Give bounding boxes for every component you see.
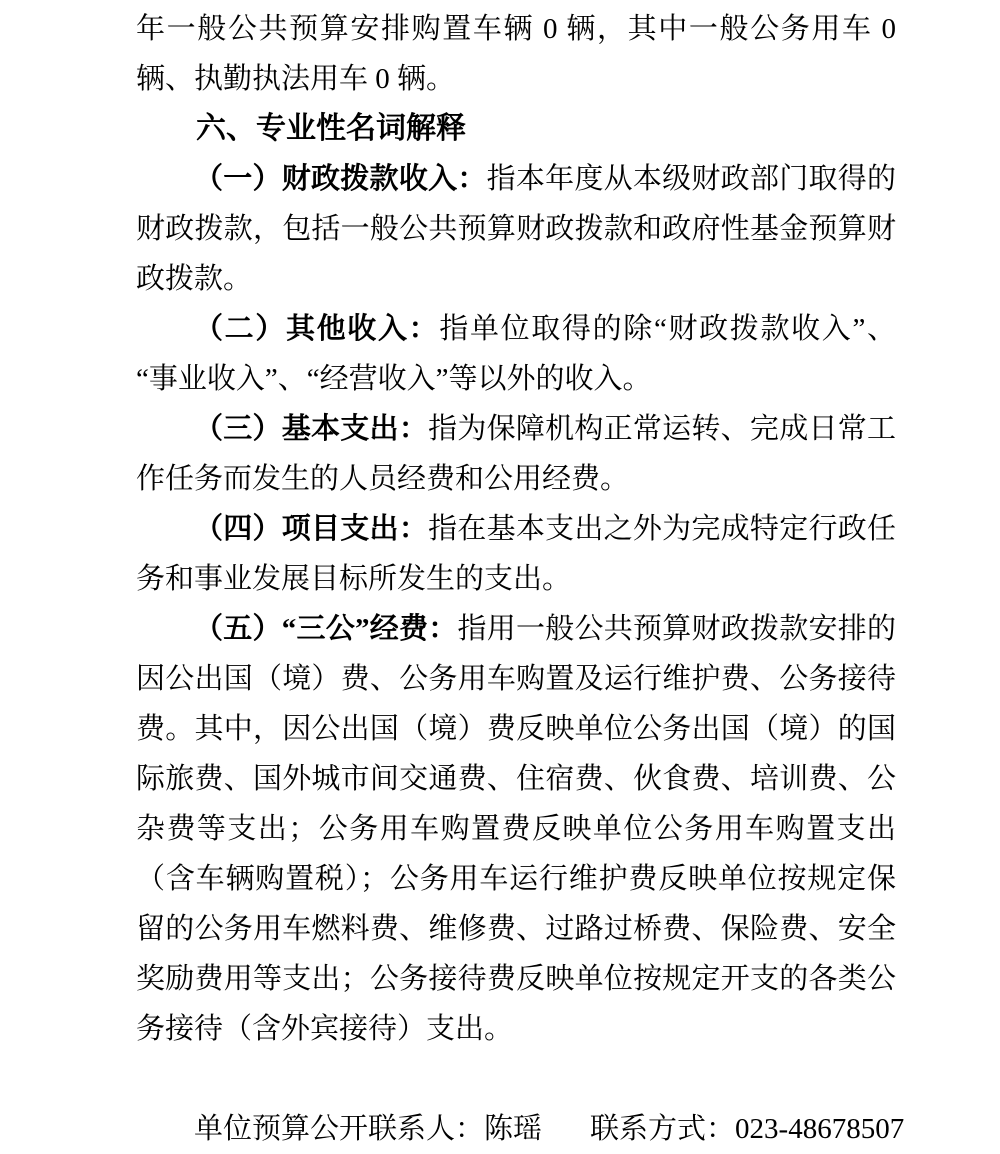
phone-number: 023-48678507 xyxy=(735,1113,905,1145)
term-paragraph-three-public-funds xyxy=(136,604,896,1054)
term-lead: （一）财政拨款收入： xyxy=(194,163,487,195)
term-body: 指在基本支出之外为完成特定行政任务和事业发展目标所发生的支出。 xyxy=(136,513,896,595)
term-paragraph-project-expenditure xyxy=(136,504,896,604)
term-paragraph-fiscal-appropriation-income xyxy=(136,154,896,304)
term-body: 指用一般公共预算财政拨款安排的因公出国（境）费、公务用车购置及运行维护费、公务接待费。其中，因公出国（境）费反映单位公务出国（境）的国际旅费、国外城市间交通费、住宿费、伙食费、培训费、公杂费等支出；公务用车购置费反映单位公务用车购置支出（含车辆购置税）；公务用车运行维护费反映单位按规定保留的公务用车燃料费、维修费、过路过桥费、保险费、安全奖励费用等支出；公务接待费反映单位按规定开支的各类公务接待（含外宾接待）支出。 xyxy=(136,613,896,1045)
term-body: 指单位取得的除“财政拨款收入”、“事业收入”、“经营收入”等以外的收入。 xyxy=(136,313,896,395)
term-body: 指为保障机构正常运转、完成日常工作任务而发生的人员经费和公用经费。 xyxy=(136,413,896,495)
term-lead: （二）其他收入： xyxy=(194,313,440,345)
term-paragraph-basic-expenditure xyxy=(136,404,896,504)
term-lead: （三）基本支出： xyxy=(194,413,429,445)
term-lead: （五）“三公”经费： xyxy=(194,613,458,645)
contact-name: 陈瑶 xyxy=(484,1113,543,1145)
contact-label: 单位预算公开联系人： xyxy=(194,1113,485,1145)
budget-contact-line xyxy=(136,1104,905,1154)
section-heading-terminology: 六、专业性名词解释 xyxy=(196,112,466,145)
term-body: 指本年度从本级财政部门取得的财政拨款，包括一般公共预算财政拨款和政府性基金预算财政拨款。 xyxy=(136,163,896,295)
phone-label: 联系方式： xyxy=(590,1113,736,1145)
term-lead: （四）项目支出： xyxy=(194,513,429,545)
continuation-paragraph: 年一般公共预算安排购置车辆 0 辆，其中一般公务用车 0 辆、执勤执法用车 0 辆。 xyxy=(136,13,896,95)
term-paragraph-other-income xyxy=(136,304,896,404)
